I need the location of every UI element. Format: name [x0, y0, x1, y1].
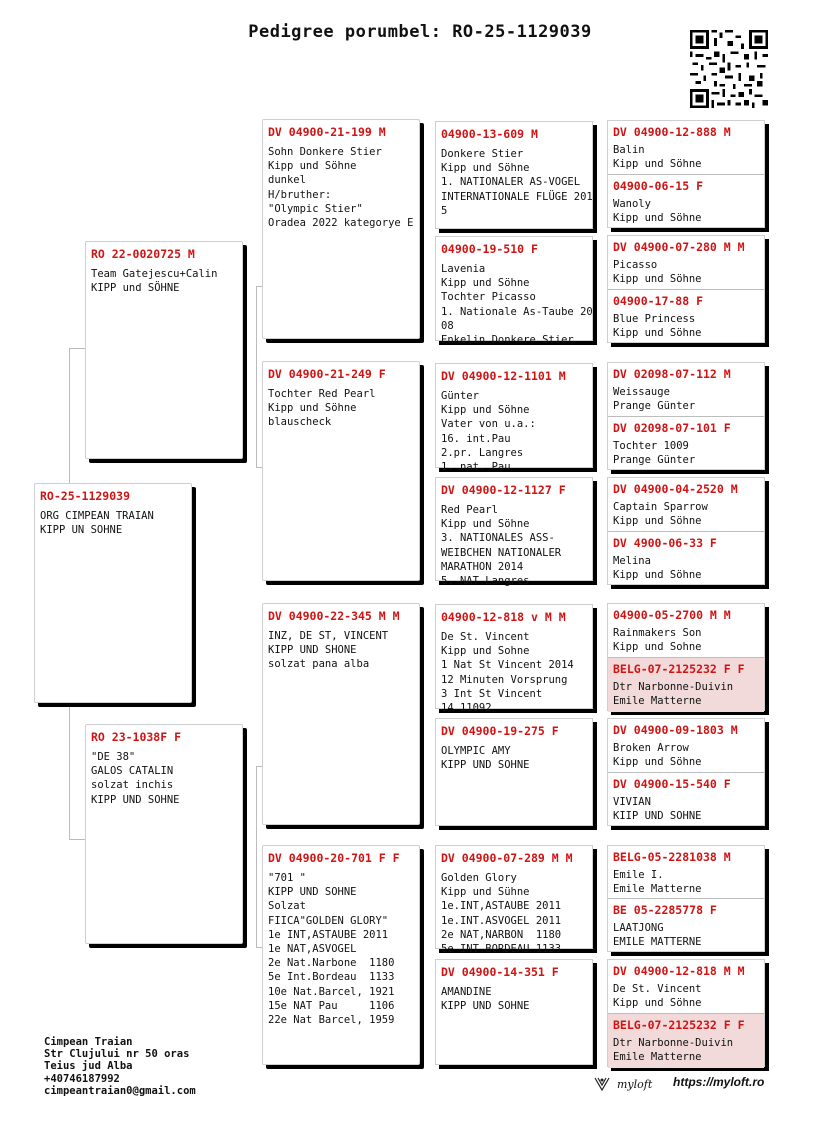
ring-number: DV 04900-12-1127 F: [441, 483, 566, 497]
info-line: 5e INT.BORDEAU 1133: [441, 943, 562, 956]
ring-number: DV 04900-12-818 M M: [613, 964, 745, 978]
info-line: 1 Nat St Vincent 2014: [441, 659, 574, 672]
ring-number: DV 04900-14-351 F: [441, 965, 559, 979]
owner-phone: +40746187992: [44, 1072, 120, 1085]
pigeon-pair-card[interactable]: [607, 603, 765, 711]
pigeon-card-grandparent[interactable]: [262, 119, 420, 339]
pigeon-card-great-grandparent[interactable]: [435, 604, 593, 715]
pigeon-half-bottom[interactable]: [608, 531, 764, 586]
info-line: GALOS CATALIN: [91, 765, 174, 778]
pigeon-half-bottom[interactable]: [608, 898, 764, 953]
info-line: Kipp und Söhne: [613, 327, 702, 340]
ring-number: DV 04900-21-199 M: [268, 125, 386, 139]
info-line: De St. Vincent: [441, 631, 530, 643]
ring-number: DV 04900-12-1101 M: [441, 369, 566, 383]
info-line: KIPP UND SOHNE: [441, 1000, 530, 1013]
info-line: 3. NATIONALES ASS-: [441, 532, 555, 545]
info-line: Kipp und Sohne: [613, 641, 702, 654]
info-line: EMILE MATTERNE: [613, 936, 702, 949]
info-line: OLYMPIC AMY: [441, 745, 511, 757]
info-line: INZ, DE ST, VINCENT: [268, 630, 389, 642]
info-line: INTERNATIONALE FLÜGE 201: [441, 190, 593, 203]
info-line: 22e Nat Barcel, 1959: [268, 1014, 395, 1027]
info-line: Tochter Picasso: [441, 291, 536, 304]
info-line: 1e.INT,ASTAUBE 2011: [441, 900, 562, 913]
info-line: 08: [441, 319, 454, 332]
info-line: Blue Princess: [613, 313, 696, 325]
info-line: Solzat: [268, 900, 306, 913]
pigeon-half-top[interactable]: [608, 478, 764, 531]
ring-number: DV 04900-07-280 M M: [613, 240, 745, 254]
info-line: Enkelin Donkere Stier: [441, 334, 574, 347]
pigeon-card-great-grandparent[interactable]: [435, 718, 593, 826]
info-line: WEIBCHEN NATIONALER: [441, 546, 562, 559]
info-line: Tochter 1009: [613, 440, 689, 452]
info-line: KIIP UND SOHNE: [613, 810, 702, 823]
pigeon-card-grandparent[interactable]: [262, 603, 420, 825]
pigeon-half-bottom[interactable]: [608, 416, 764, 471]
pigeon-half-top[interactable]: [608, 846, 764, 898]
info-line: Kipp und Söhne: [268, 160, 357, 173]
pigeon-pair-card[interactable]: [607, 477, 765, 585]
ring-number: DV 04900-04-2520 M: [613, 482, 738, 496]
info-line: 16. int.Pau: [441, 432, 511, 445]
info-line: Captain Sparrow: [613, 501, 708, 513]
pigeon-pair-card[interactable]: [607, 120, 765, 228]
info-line: 1e.INT.ASVOGEL 2011: [441, 914, 562, 927]
info-line: Balin: [613, 144, 645, 156]
info-line: solzat inchis: [91, 779, 174, 792]
ring-number: DV 02098-07-112 M: [613, 367, 731, 381]
info-line: FIICA"GOLDEN GLORY": [268, 914, 389, 927]
pigeon-half-top[interactable]: [608, 236, 764, 289]
owner-address: Str Clujului nr 50 oras: [44, 1048, 190, 1061]
pigeon-half-bottom[interactable]: [608, 174, 764, 229]
info-line: Lavenia: [441, 263, 486, 275]
ring-number: DV 04900-07-289 M M: [441, 851, 573, 865]
info-line: 1. NATIONALER AS-VOGEL: [441, 176, 581, 189]
qr-code-icon: [690, 30, 768, 108]
pigeon-pair-card[interactable]: [607, 959, 765, 1067]
ring-number: DV 02098-07-101 F: [613, 421, 731, 435]
pigeon-pair-card[interactable]: [607, 718, 765, 826]
info-line: Emile Matterne: [613, 1051, 702, 1064]
ring-number: DV 4900-06-33 F: [613, 536, 717, 550]
info-line: Red Pearl: [441, 504, 498, 516]
info-line: Prange Günter: [613, 400, 696, 413]
info-line: H/bruther:: [268, 188, 332, 201]
pigeon-pair-card[interactable]: [607, 362, 765, 470]
info-line: Kipp und Söhne: [613, 158, 702, 171]
info-line: Tochter Red Pearl: [268, 388, 376, 400]
ring-number: 04900-12-818 v M M: [441, 610, 566, 624]
info-line: 5e Int.Bordeau 1133: [268, 971, 395, 984]
info-line: Kipp und Söhne: [613, 515, 702, 528]
info-line: Kipp und Söhne: [441, 277, 530, 290]
info-line: Kipp und Söhne: [613, 756, 702, 769]
info-line: 3 Int St Vincent: [441, 687, 543, 700]
info-line: Melina: [613, 555, 651, 567]
info-line: Emile I.: [613, 869, 664, 881]
info-line: Emile Matterne: [613, 695, 702, 708]
ring-number: DV 04900-20-701 F F: [268, 851, 400, 865]
info-line: 10e Nat.Barcel, 1921: [268, 985, 395, 998]
owner-name: Cimpean Traian: [44, 1036, 133, 1048]
info-line: Golden Glory: [441, 872, 517, 884]
info-line: Rainmakers Son: [613, 627, 702, 639]
info-line: 1e NAT,ASVOGEL: [268, 943, 357, 956]
pigeon-card-father[interactable]: [85, 241, 243, 459]
info-line: "701 ": [268, 872, 306, 884]
info-line: KIPP UN SOHNE: [40, 524, 123, 537]
info-line: blauscheck: [268, 416, 332, 429]
info-line: Kipp und Söhne: [613, 569, 702, 582]
info-line: Vater von u.a.:: [441, 418, 536, 431]
brand-logo-text: myloft: [617, 1077, 653, 1091]
ring-number: RO-25-1129039: [40, 489, 131, 503]
info-line: KIPP UND SOHNE: [441, 759, 530, 772]
info-line: Kipp und Söhne: [268, 402, 357, 415]
ring-number: 04900-19-510 F: [441, 242, 538, 256]
info-line: KIPP UND SOHNE: [268, 886, 357, 899]
pigeon-card-great-grandparent[interactable]: [435, 959, 593, 1065]
info-line: Kipp und Sohne: [441, 645, 530, 658]
ring-number: 04900-06-15 F: [613, 179, 704, 193]
pigeon-card-great-grandparent[interactable]: [435, 363, 593, 474]
info-line: MARATHON 2014: [441, 560, 524, 573]
owner-contact: [44, 1036, 196, 1097]
info-line: Kipp und Söhne: [613, 273, 702, 286]
info-line: Kipp und Söhne: [613, 212, 702, 225]
info-line: dunkel: [268, 174, 306, 187]
pigeon-card-great-grandparent[interactable]: [435, 236, 593, 347]
pigeon-card-great-grandparent[interactable]: [435, 121, 593, 229]
ring-number: RO 22-0020725 M: [91, 247, 195, 261]
info-line: 12 Minuten Vorsprung: [441, 673, 568, 686]
info-line: Wanoly: [613, 198, 651, 210]
info-line: KIPP und SÖHNE: [91, 282, 180, 295]
brand-url-link[interactable]: https://myloft.ro: [673, 1075, 765, 1089]
info-line: Günter: [441, 390, 479, 402]
ring-number: BELG-05-2281038 M: [613, 850, 731, 864]
info-line: Donkere Stier: [441, 148, 524, 160]
pigeon-half-bottom[interactable]: [608, 657, 764, 712]
pigeon-pair-card[interactable]: [607, 845, 765, 952]
info-line: AMANDINE: [441, 986, 492, 998]
ring-number: 04900-05-2700 M M: [613, 608, 731, 622]
info-line: KIPP UND SHONE: [268, 644, 357, 657]
info-line: KIPP UND SOHNE: [91, 793, 180, 806]
info-line: Kipp und Söhne: [441, 518, 530, 531]
info-line: 1. nat. Pau: [441, 461, 511, 474]
info-line: "Olympic Stier": [268, 202, 363, 215]
ring-number: DV 04900-12-888 M: [613, 125, 731, 139]
pigeon-card-mother[interactable]: [85, 724, 243, 944]
info-line: Emile Matterne: [613, 883, 702, 896]
brand-footer: [593, 1074, 793, 1094]
info-line: 2e Nat.Narbone 1180: [268, 957, 395, 970]
pigeon-card-grandparent[interactable]: [262, 845, 420, 1065]
pigeon-card-grandparent[interactable]: [262, 361, 420, 581]
ring-number: 04900-17-88 F: [613, 294, 704, 308]
page-title: Pedigree porumbel: RO-25-1129039: [248, 22, 592, 42]
info-line: 2e NAT,NARBON 1180: [441, 928, 562, 941]
info-line: Kipp und Söhne: [613, 997, 702, 1010]
pigeon-half-top[interactable]: [608, 121, 764, 174]
pigeon-card-great-grandparent[interactable]: [435, 477, 593, 588]
info-line: Picasso: [613, 259, 658, 271]
ring-number: 04900-13-609 M: [441, 127, 538, 141]
info-line: Kipp und Söhne: [441, 162, 530, 175]
info-line: VIVIAN: [613, 796, 651, 808]
pigeon-half-bottom[interactable]: [608, 289, 764, 344]
pigeon-half-top[interactable]: [608, 363, 764, 416]
info-line: 1e INT,ASTAUBE 2011: [268, 928, 389, 941]
ring-number: DV 04900-09-1803 M: [613, 723, 738, 737]
owner-city: Teius jud Alba: [44, 1060, 133, 1073]
info-line: ORG CIMPEAN TRAIAN: [40, 510, 154, 522]
info-line: Sohn Donkere Stier: [268, 146, 382, 158]
myloft-logo-icon: [593, 1075, 611, 1093]
owner-email[interactable]: cimpeantraian0@gmail.com: [44, 1084, 196, 1097]
info-line: LAATJONG: [613, 922, 664, 934]
info-line: Prange Günter: [613, 454, 696, 467]
pigeon-half-bottom[interactable]: [608, 1013, 764, 1068]
ring-number: BE 05-2285778 F: [613, 903, 717, 917]
pigeon-half-top[interactable]: [608, 960, 764, 1013]
ring-number: BELG-07-2125232 F F: [613, 662, 745, 676]
ring-number: DV 04900-19-275 F: [441, 724, 559, 738]
ring-number: BELG-07-2125232 F F: [613, 1018, 745, 1032]
info-line: 1. Nationale As-Taube 20: [441, 305, 593, 318]
info-line: solzat pana alba: [268, 658, 370, 671]
ring-number: DV 04900-15-540 F: [613, 777, 731, 791]
info-line: Broken Arrow: [613, 742, 689, 754]
ring-number: RO 23-1038F F: [91, 730, 182, 744]
pigeon-half-top[interactable]: [608, 719, 764, 772]
ring-number: DV 04900-21-249 F: [268, 367, 386, 381]
info-line: 5. NAT.Langres: [441, 575, 530, 588]
pigeon-card-subject[interactable]: [34, 483, 192, 703]
pigeon-half-bottom[interactable]: [608, 772, 764, 827]
info-line: Kipp und Söhne: [441, 404, 530, 417]
ring-number: DV 04900-22-345 M M: [268, 609, 400, 623]
info-line: 15e NAT Pau 1106: [268, 999, 395, 1012]
info-line: Kipp und Sühne: [441, 886, 530, 899]
info-line: Dtr Narbonne-Duivin: [613, 1037, 734, 1049]
info-line: 2.pr. Langres: [441, 446, 524, 459]
info-line: Dtr Narbonne-Duivin: [613, 681, 734, 693]
pigeon-card-great-grandparent[interactable]: [435, 845, 593, 956]
info-line: De St. Vincent: [613, 983, 702, 995]
info-line: Oradea 2022 kategorye E: [268, 217, 414, 230]
info-line: Team Gatejescu+Calin: [91, 268, 218, 280]
info-line: 14 11092: [441, 702, 492, 715]
pigeon-pair-card[interactable]: [607, 235, 765, 343]
info-line: 5: [441, 204, 448, 217]
info-line: Weissauge: [613, 386, 670, 398]
pigeon-half-top[interactable]: [608, 604, 764, 657]
info-line: "DE 38": [91, 751, 136, 763]
